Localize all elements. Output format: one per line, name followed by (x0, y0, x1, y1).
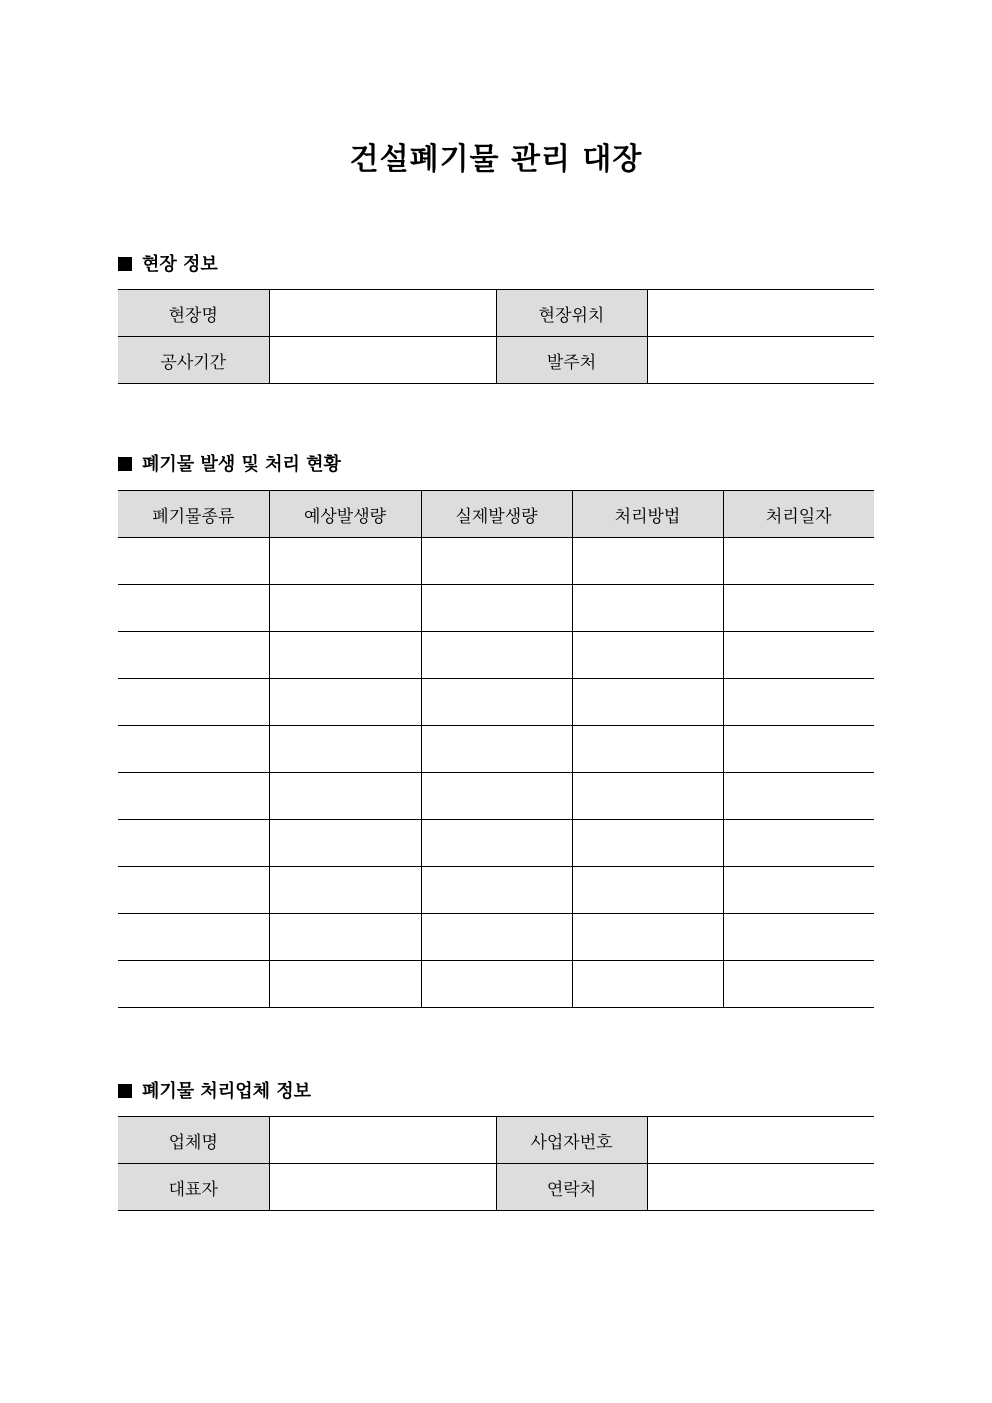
table-row (118, 867, 874, 914)
table-cell[interactable] (723, 820, 874, 867)
table-cell[interactable] (269, 726, 421, 773)
contact-field[interactable] (647, 1164, 874, 1211)
table-cell[interactable] (269, 914, 421, 961)
table-cell[interactable] (723, 538, 874, 585)
table-cell[interactable] (723, 726, 874, 773)
table-row (118, 585, 874, 632)
table-cell[interactable] (269, 961, 421, 1008)
table-cell[interactable] (269, 820, 421, 867)
table-row (118, 1117, 874, 1164)
representative-field[interactable] (269, 1164, 496, 1211)
site-location-field[interactable] (647, 290, 874, 337)
construction-period-field[interactable] (269, 337, 496, 384)
table-cell[interactable] (572, 632, 723, 679)
column-header-processing-date: 처리일자 (723, 491, 874, 538)
table-cell[interactable] (421, 867, 572, 914)
column-header-expected-amount: 예상발생량 (269, 491, 421, 538)
table-cell[interactable] (572, 914, 723, 961)
table-row (118, 679, 874, 726)
table-cell[interactable] (118, 632, 269, 679)
table-row (118, 961, 874, 1008)
table-cell[interactable] (269, 773, 421, 820)
table-row (118, 337, 874, 384)
table-cell[interactable] (421, 726, 572, 773)
representative-label: 대표자 (118, 1164, 269, 1211)
column-header-waste-type: 폐기물종류 (118, 491, 269, 538)
section-heading-text: 폐기물 발생 및 처리 현황 (142, 454, 341, 475)
site-info-table (118, 289, 874, 384)
table-cell[interactable] (118, 961, 269, 1008)
table-row (118, 820, 874, 867)
table-cell[interactable] (572, 867, 723, 914)
table-cell[interactable] (118, 867, 269, 914)
table-cell[interactable] (572, 820, 723, 867)
table-cell[interactable] (118, 538, 269, 585)
table-cell[interactable] (118, 726, 269, 773)
table-row (118, 538, 874, 585)
section-heading-text: 폐기물 처리업체 정보 (142, 1081, 312, 1102)
table-cell[interactable] (572, 585, 723, 632)
table-cell[interactable] (723, 632, 874, 679)
company-name-field[interactable] (269, 1117, 496, 1164)
table-cell[interactable] (421, 585, 572, 632)
client-label: 발주처 (496, 337, 647, 384)
table-cell[interactable] (421, 914, 572, 961)
table-cell[interactable] (118, 585, 269, 632)
table-cell[interactable] (572, 961, 723, 1008)
table-cell[interactable] (269, 632, 421, 679)
table-cell[interactable] (572, 679, 723, 726)
table-cell[interactable] (421, 961, 572, 1008)
table-cell[interactable] (118, 773, 269, 820)
table-cell[interactable] (723, 867, 874, 914)
section-heading-text: 현장 정보 (142, 254, 218, 275)
table-cell[interactable] (421, 820, 572, 867)
table-cell[interactable] (421, 632, 572, 679)
table-cell[interactable] (269, 538, 421, 585)
site-name-label: 현장명 (118, 290, 269, 337)
table-cell[interactable] (723, 961, 874, 1008)
square-bullet-icon (118, 1084, 132, 1098)
page-title: 건설폐기물 관리 대장 (349, 142, 643, 177)
company-name-label: 업체명 (118, 1117, 269, 1164)
section-heading-waste (118, 453, 341, 477)
table-row (118, 914, 874, 961)
table-cell[interactable] (421, 679, 572, 726)
table-cell[interactable] (269, 679, 421, 726)
section-heading-site-info (118, 253, 218, 277)
waste-table (118, 490, 874, 1008)
table-cell[interactable] (572, 773, 723, 820)
business-number-field[interactable] (647, 1117, 874, 1164)
client-field[interactable] (647, 337, 874, 384)
table-row (118, 632, 874, 679)
column-header-actual-amount: 실제발생량 (421, 491, 572, 538)
table-header-row (118, 491, 874, 538)
table-cell[interactable] (723, 773, 874, 820)
table-cell[interactable] (421, 773, 572, 820)
table-cell[interactable] (118, 820, 269, 867)
table-row (118, 290, 874, 337)
square-bullet-icon (118, 257, 132, 271)
site-name-field[interactable] (269, 290, 496, 337)
business-number-label: 사업자번호 (496, 1117, 647, 1164)
table-row (118, 726, 874, 773)
construction-period-label: 공사기간 (118, 337, 269, 384)
table-cell[interactable] (723, 914, 874, 961)
square-bullet-icon (118, 457, 132, 471)
contact-label: 연락처 (496, 1164, 647, 1211)
table-cell[interactable] (723, 585, 874, 632)
table-cell[interactable] (572, 538, 723, 585)
table-row (118, 1164, 874, 1211)
table-row (118, 773, 874, 820)
table-cell[interactable] (269, 867, 421, 914)
table-cell[interactable] (421, 538, 572, 585)
table-cell[interactable] (723, 679, 874, 726)
column-header-processing-method: 처리방법 (572, 491, 723, 538)
table-cell[interactable] (269, 585, 421, 632)
company-table (118, 1116, 874, 1211)
table-cell[interactable] (118, 679, 269, 726)
table-cell[interactable] (118, 914, 269, 961)
section-heading-company (118, 1080, 311, 1104)
site-location-label: 현장위치 (496, 290, 647, 337)
table-cell[interactable] (572, 726, 723, 773)
